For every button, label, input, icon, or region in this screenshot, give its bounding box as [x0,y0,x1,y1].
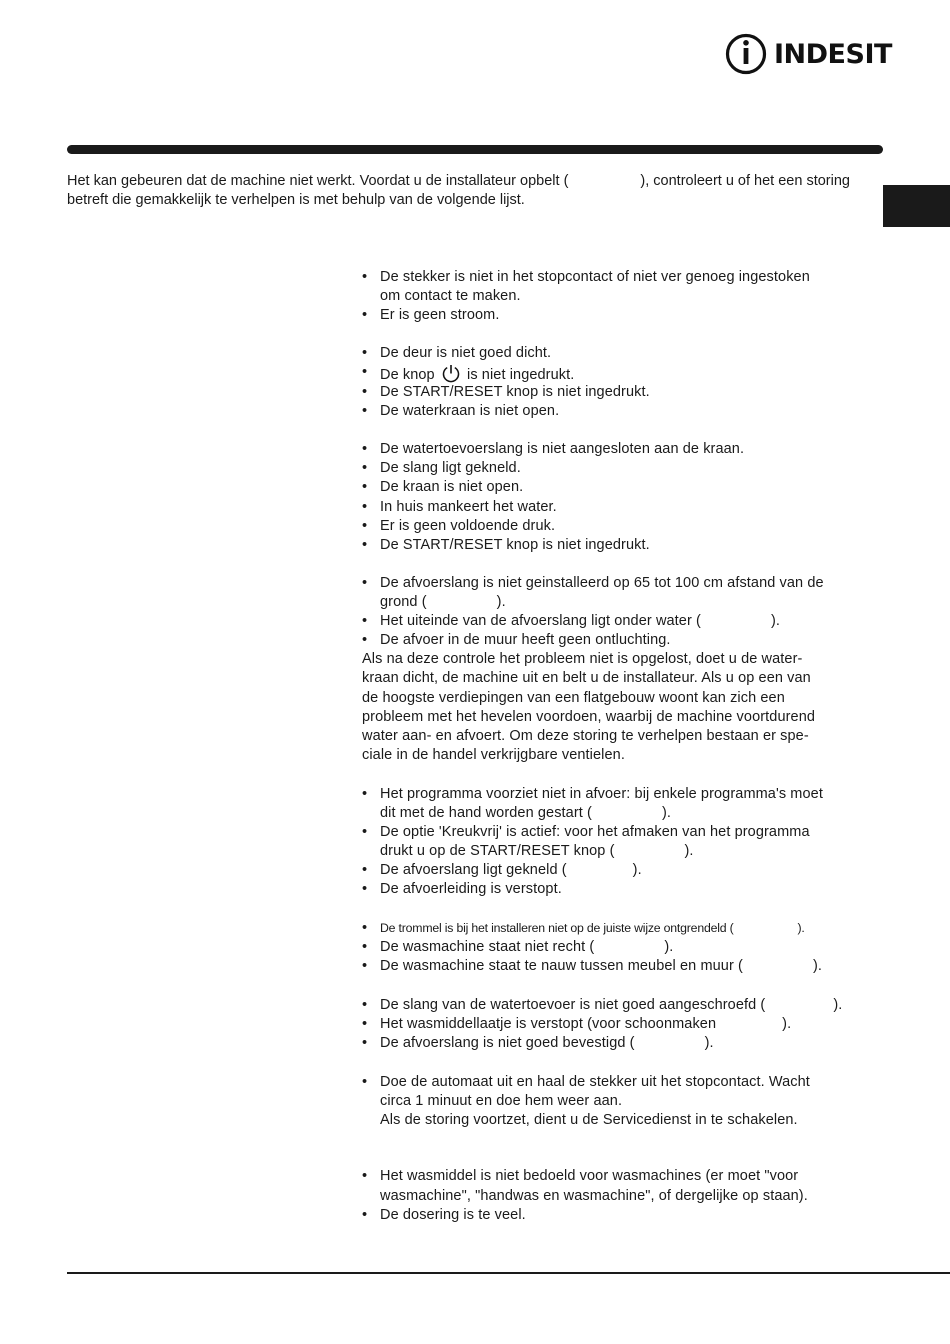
list-item: Het programma voorziet niet in afvoer: bij enkele programma's moet [380,786,823,802]
intro-part2: ), controleert u of het een storing betreft die gemakkelijk te verhelpen is met behulp van de volgende lijst. [67,173,850,208]
bullet: • [362,1207,368,1223]
list-item [380,1015,791,1034]
paragraph-line: water aan- en afvoert. Om deze storing te verhelpen bestaan er spe- [362,728,809,744]
list-item: De START/RESET knop is niet ingedrukt. [380,384,650,400]
bullet: • [362,881,368,897]
paragraph-line: kraan dicht, de machine uit en belt u de installateur. Als u op een van [362,670,811,686]
bullet: • [362,920,368,936]
bullet: • [362,384,368,400]
bullet: • [362,632,368,648]
intro-part1: Het kan gebeuren dat de machine niet werkt. Voordat u de installateur opbelt ( [67,173,569,189]
list-item-part: De wasmachine staat niet recht ( [380,939,595,955]
bullet: • [362,575,368,591]
list-item-part: De afvoerslang ligt gekneld ( [380,862,567,878]
bullet: • [362,939,368,955]
list-item: De afvoer in de muur heeft geen ontluchting. [380,632,671,648]
bullet: • [362,345,368,361]
indesit-logo-icon [724,32,768,76]
list-item: Doe de automaat uit en haal de stekker uit het stopcontact. Wacht [380,1074,810,1090]
list-item-part: ). [664,939,674,955]
list-item-part: ). [704,1035,714,1051]
list-item: De deur is niet goed dicht. [380,345,552,361]
list-item: De watertoevoerslang is niet aangesloten aan de kraan. [380,441,745,457]
bullet: • [362,269,368,285]
list-item-part: ). [782,1016,792,1032]
paragraph-line: ciale in de handel verkrijgbare ventielen. [362,747,625,763]
power-icon [441,363,461,383]
list-item: De optie 'Kreukvrij' is actief: voor het afmaken van het programma [380,824,810,840]
list-item [380,804,671,823]
list-item: Er is geen stroom. [380,307,500,323]
bullet: • [362,1168,368,1184]
list-item [380,996,842,1015]
list-item-part: Het wasmiddellaatje is verstopt (voor schoonmaken [380,1016,717,1032]
list-item-part: ). [797,921,805,935]
list-item: circa 1 minuut en doe hem weer aan. [380,1093,623,1109]
list-item-part: ). [661,805,672,821]
list-item [380,861,642,880]
list-item-part: drukt u op de START/RESET knop ( [380,843,615,859]
list-item: Het wasmiddel is niet bedoeld voor wasmachines (er moet "voor [380,1168,799,1184]
list-item [380,842,694,861]
list-item: De START/RESET knop is niet ingedrukt. [380,537,650,553]
bullet: • [362,518,368,534]
list-item [380,593,506,612]
list-item-part: is niet ingedrukt. [467,367,575,383]
brand-name: INDESIT [774,38,892,70]
brand-logo [724,32,892,76]
list-item-part: ). [812,958,823,974]
list-item [380,363,574,385]
list-item: De afvoerleiding is verstopt. [380,881,562,897]
list-item-part: ). [684,843,694,859]
intro-paragraph [67,172,850,210]
list-item: wasmachine", "handwas en wasmachine", of dergelijke op staan). [380,1188,808,1204]
bullet: • [362,307,368,323]
list-item-part: Het uiteinde van de afvoerslang ligt onder water ( [380,613,701,629]
bullet: • [362,613,368,629]
list-item [380,1034,714,1053]
list-item-part: dit met de hand worden gestart ( [380,805,592,821]
list-item [380,938,673,957]
list-item-part: De trommel is bij het installeren niet op de juiste wijze ontgrendeld ( [380,921,734,935]
paragraph-line: de hoogste verdiepingen van een flatgebouw woont kan zich een [362,690,785,706]
list-item: De afvoerslang is niet geinstalleerd op 65 tot 100 cm afstand van de [380,575,824,591]
list-item-part: De slang van de watertoevoer is niet goed aangeschroefd ( [380,997,766,1013]
list-item-part: ). [833,997,843,1013]
list-item: Als de storing voortzet, dient u de Servicedienst in te schakelen. [380,1112,798,1128]
list-item: Er is geen voldoende druk. [380,518,556,534]
list-item-part: De knop [380,367,435,383]
language-tab [883,185,950,227]
bullet: • [362,1035,368,1051]
list-item: De dosering is te veel. [380,1207,526,1223]
footer-rule [67,1272,950,1274]
bullet: • [362,1016,368,1032]
bullet: • [362,364,368,380]
list-item [380,919,805,938]
bullet: • [362,479,368,495]
bullet: • [362,441,368,457]
list-item-part: ). [632,862,642,878]
list-item-part: ). [770,613,781,629]
list-item-part: grond ( [380,594,427,610]
bullet: • [362,499,368,515]
bullet: • [362,537,368,553]
list-item-part: De wasmachine staat te nauw tussen meubel en muur ( [380,958,743,974]
list-item: In huis mankeert het water. [380,499,557,515]
bullet: • [362,403,368,419]
list-item: De stekker is niet in het stopcontact of niet ver genoeg ingestoken [380,269,810,285]
list-item: om contact te maken. [380,288,521,304]
list-item: De waterkraan is niet open. [380,403,560,419]
list-item [380,957,822,976]
bullet: • [362,862,368,878]
bullet: • [362,786,368,802]
paragraph-line: Als na deze controle het probleem niet is opgelost, doet u de water- [362,651,803,667]
bullet: • [362,460,368,476]
bullet: • [362,1074,368,1090]
list-item-part: ). [496,594,506,610]
list-item-part: De afvoerslang is niet goed bevestigd ( [380,1035,635,1051]
list-item: De kraan is niet open. [380,479,524,495]
list-item [380,612,780,631]
paragraph-line: probleem met het hevelen voordoen, waarbij de machine voortdurend [362,709,816,725]
bullet: • [362,997,368,1013]
header-rule [67,145,883,154]
list-item: De slang ligt gekneld. [380,460,521,476]
bullet: • [362,958,368,974]
bullet: • [362,824,368,840]
